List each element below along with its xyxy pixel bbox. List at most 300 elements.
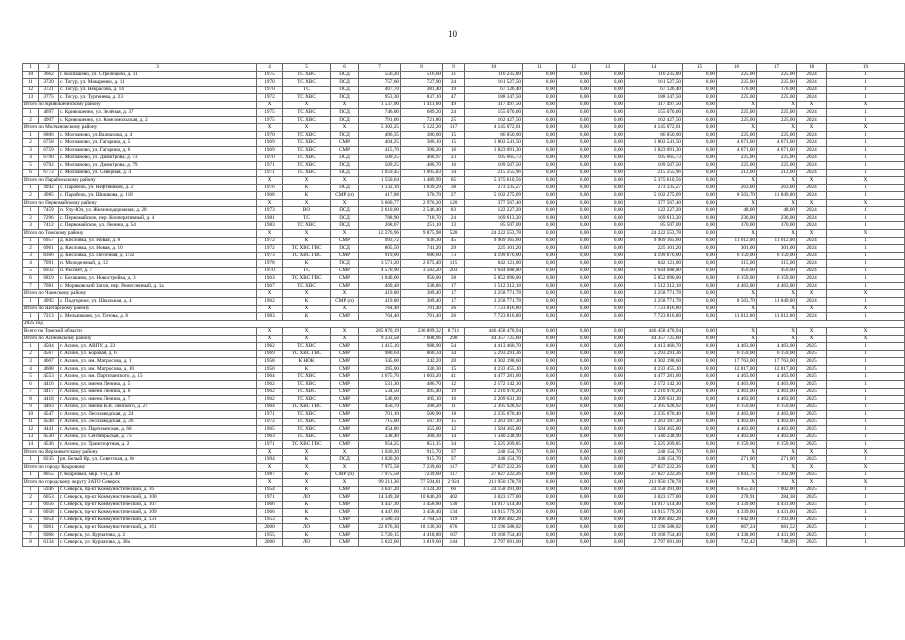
table-row: [23, 373, 905, 381]
address-cell: г. Северск, пр-кт Коммунистический, д. 131: [59, 516, 257, 524]
table-cell: X: [283, 448, 331, 456]
table-cell: 4 447,30: [359, 501, 401, 509]
table-cell: 2025: [797, 373, 827, 381]
table-cell: 4 463,00: [757, 373, 797, 381]
table-row: [23, 501, 905, 509]
table-cell: ТС ХВС: [283, 116, 331, 124]
table-cell: 4441: [39, 426, 59, 434]
table-cell: 1: [827, 380, 905, 388]
column-number-row: [23, 64, 905, 72]
table-cell: 1: [827, 494, 905, 502]
table-cell: 31: [443, 71, 465, 79]
table-cell: 4 413 460,70: [465, 343, 523, 351]
table-cell: 6: [23, 380, 39, 388]
table-cell: 4 463,00: [757, 418, 797, 426]
table-cell: 4907: [39, 116, 59, 124]
table-cell: 8 563,70: [717, 192, 757, 200]
table-cell: X: [283, 124, 331, 132]
table-cell: X: [797, 463, 827, 471]
table-cell: 225 101,20: [465, 245, 523, 253]
table-cell: 0,00: [523, 441, 557, 449]
table-cell: 0,00: [591, 124, 625, 132]
table-cell: 0,00: [591, 162, 625, 170]
table-cell: СМР: [331, 358, 359, 366]
table-cell: 0,00: [591, 260, 625, 268]
table-cell: 34: [443, 169, 465, 177]
table-cell: 1950: [257, 365, 283, 373]
table-cell: ТС ХВС: [283, 131, 331, 139]
table-cell: X: [717, 177, 757, 185]
table-cell: 203: [443, 267, 465, 275]
table-cell: 105 065,73: [465, 154, 523, 162]
table-cell: 2024: [797, 184, 827, 192]
table-cell: 0,00: [683, 335, 717, 343]
table-cell: ПСД: [331, 86, 359, 94]
table-cell: X: [797, 101, 827, 109]
column-number-cell: 9: [443, 64, 465, 72]
table-cell: 1 823 091,30: [625, 147, 683, 155]
table-cell: 24 158 391,00: [625, 486, 683, 494]
table-cell: 0,00: [591, 230, 625, 238]
table-cell: 5: [23, 267, 39, 275]
table-cell: 1: [827, 139, 905, 147]
table-cell: 3 647,20: [359, 486, 401, 494]
table-cell: 732,42: [717, 539, 757, 547]
table-cell: 9 969 165,60: [625, 237, 683, 245]
table-cell: 0,00: [557, 297, 591, 305]
table-cell: 0,00: [557, 230, 591, 238]
table-cell: 0,00: [523, 358, 557, 366]
table-cell: 1 132,16: [359, 184, 401, 192]
table-cell: СМР: [331, 252, 359, 260]
table-cell: СМР: [331, 524, 359, 532]
table-row: [23, 282, 905, 290]
table-cell: ТС: [283, 86, 331, 94]
table-cell: 0,00: [557, 358, 591, 366]
table-cell: 915,70: [401, 456, 443, 464]
table-cell: 370,00: [717, 222, 757, 230]
subtotal-row: [23, 230, 905, 238]
table-cell: 0,00: [523, 207, 557, 215]
table-cell: 0,00: [683, 282, 717, 290]
table-cell: 686,60: [401, 252, 443, 260]
table-cell: 1: [827, 275, 905, 283]
table-cell: 3 124,30: [401, 486, 443, 494]
table-cell: 2025: [797, 358, 827, 366]
table-cell: 7296: [39, 214, 59, 222]
table-cell: 37: [443, 456, 465, 464]
table-cell: 12: [23, 86, 39, 94]
table-cell: X: [331, 230, 359, 238]
table-cell: 0,00: [591, 169, 625, 177]
table-row: [23, 147, 905, 155]
table-cell: 5: [23, 162, 39, 170]
table-cell: 47: [443, 94, 465, 102]
subtotal-label: Итого по Шегарскому району: [23, 305, 257, 313]
table-cell: 2025: [797, 486, 827, 494]
table-cell: X: [797, 328, 827, 336]
address-cell: г. Северск, пр-кт Коммунистический, д. 16: [59, 486, 257, 494]
table-cell: 2024: [797, 169, 827, 177]
table-cell: 4 671,00: [717, 139, 757, 147]
table-cell: 0,00: [557, 433, 591, 441]
table-cell: 0,00: [591, 192, 625, 200]
table-cell: X: [331, 199, 359, 207]
table-cell: 1: [827, 297, 905, 305]
table-cell: 9: [23, 403, 39, 411]
table-cell: 4 199 076,00: [625, 252, 683, 260]
table-cell: 24 222 553,78: [625, 230, 683, 238]
table-cell: К: [283, 509, 331, 517]
table-cell: 0,00: [523, 343, 557, 351]
table-cell: СМР: [331, 380, 359, 388]
table-row: [23, 260, 905, 268]
address-cell: рп. Белый Яр, ул. Советская, д. 8г: [59, 456, 257, 464]
table-cell: 0,00: [683, 214, 717, 222]
table-cell: 273 335,27: [465, 184, 523, 192]
table-cell: 4 302 198,60: [625, 358, 683, 366]
table-cell: 7091: [39, 260, 59, 268]
table-cell: ТС ХВС: [283, 71, 331, 79]
subtotal-row: [23, 124, 905, 132]
table-cell: 122 227,20: [625, 207, 683, 215]
table-cell: 317 497,50: [625, 101, 683, 109]
table-cell: 0,00: [523, 131, 557, 139]
table-cell: 466,97: [401, 154, 443, 162]
table-cell: 2024: [797, 71, 827, 79]
table-row: [23, 192, 905, 200]
table-cell: 225,00: [717, 71, 757, 79]
table-cell: СМР: [331, 147, 359, 155]
table-cell: 8: [23, 539, 39, 547]
subtotal-label: Итого по Томскому району: [23, 230, 257, 238]
table-cell: 355,00: [401, 426, 443, 434]
table-cell: 0,00: [683, 509, 717, 517]
table-cell: 1: [23, 343, 39, 351]
table-cell: 0,00: [557, 365, 591, 373]
table-cell: 4 463,00: [717, 373, 757, 381]
table-cell: 6 159,00: [757, 275, 797, 283]
table-cell: 4 463,00: [757, 282, 797, 290]
table-cell: 7 975,58: [359, 471, 401, 479]
table-cell: 0,00: [591, 282, 625, 290]
table-cell: 5 852 090,00: [625, 275, 683, 283]
table-cell: 24: [443, 109, 465, 117]
table-cell: 27 827 222,26: [625, 463, 683, 471]
table-cell: 0,00: [557, 486, 591, 494]
table-cell: 0,00: [683, 290, 717, 298]
table-cell: 1: [827, 388, 905, 396]
table-cell: 188 347,50: [625, 94, 683, 102]
table-cell: ТС ХВС ГВС: [283, 441, 331, 449]
table-cell: 225,00: [757, 116, 797, 124]
address-cell: с. Кривошеино, ул. Комсомольская, д. 2: [59, 116, 257, 124]
table-cell: X: [827, 124, 905, 132]
table-cell: X: [797, 305, 827, 313]
table-cell: 3 258 771,78: [625, 290, 683, 298]
table-cell: 7239,60: [401, 471, 443, 479]
address-cell: г. Северск, ул. Курчатова, д. 38а: [59, 539, 257, 547]
table-cell: 2025: [797, 388, 827, 396]
table-cell: 667,24: [717, 524, 757, 532]
address-cell: г. Северск, пр-кт Коммунистический, д. 161: [59, 524, 257, 532]
table-cell: 6 159,00: [717, 350, 757, 358]
table-cell: 5 375 610,56: [465, 177, 523, 185]
table-cell: ПСД: [331, 79, 359, 87]
table-cell: 3 583,20: [401, 267, 443, 275]
table-cell: 676: [443, 524, 465, 532]
table-cell: 1970: [257, 154, 283, 162]
table-cell: 1: [827, 418, 905, 426]
table-cell: 1975: [257, 71, 283, 79]
table-cell: 211 950 178,78: [465, 479, 523, 487]
table-cell: 225,00: [717, 109, 757, 117]
table-cell: 2024: [797, 79, 827, 87]
table-cell: 0,00: [557, 282, 591, 290]
table-cell: X: [331, 479, 359, 487]
table-cell: 144: [443, 539, 465, 547]
table-cell: 0,00: [591, 184, 625, 192]
table-cell: К: [283, 192, 331, 200]
table-cell: СМР: [331, 275, 359, 283]
column-number-cell: 12: [557, 64, 591, 72]
address-cell: г. Колпашево, ул. Стрелецкой, д. 11: [59, 71, 257, 79]
table-cell: ПСД: [331, 222, 359, 230]
table-cell: 1965: [257, 426, 283, 434]
table-cell: X: [757, 463, 797, 471]
table-cell: СМР (п): [331, 471, 359, 479]
table-cell: СМР: [331, 365, 359, 373]
table-cell: 2024: [797, 260, 827, 268]
table-cell: 3 023 177,00: [625, 494, 683, 502]
table-cell: 85 507,00: [625, 222, 683, 230]
table-cell: 3721: [39, 86, 59, 94]
table-cell: 0,00: [683, 116, 717, 124]
table-cell: 0,00: [591, 358, 625, 366]
table-cell: 169 613,20: [465, 214, 523, 222]
table-cell: X: [717, 479, 757, 487]
table-cell: 4548: [39, 418, 59, 426]
table-cell: 225,00: [757, 79, 797, 87]
table-cell: 0,00: [591, 290, 625, 298]
table-cell: 301,00: [757, 245, 797, 253]
table-cell: X: [797, 479, 827, 487]
page-number: 10: [448, 29, 457, 39]
table-cell: 0,00: [591, 139, 625, 147]
table-cell: СМР: [331, 426, 359, 434]
table-cell: 99 211,36: [359, 479, 401, 487]
table-cell: 0,00: [683, 86, 717, 94]
table-cell: 225,00: [717, 131, 757, 139]
address-cell: с. Молчаново, ул. Северная, д. 4: [59, 169, 257, 177]
table-cell: 0,00: [557, 335, 591, 343]
address-cell: г. Асино, ул. имени В.В. Ленского, д. 27: [59, 403, 257, 411]
table-cell: X: [827, 448, 905, 456]
table-cell: СМР: [331, 237, 359, 245]
table-cell: 15: [443, 131, 465, 139]
table-cell: 85 507,00: [465, 222, 523, 230]
table-cell: 2 235 070,40: [625, 411, 683, 419]
table-row: [23, 139, 905, 147]
table-cell: 1: [827, 456, 905, 464]
table-cell: 11: [23, 79, 39, 87]
table-cell: 26: [443, 313, 465, 321]
table-cell: 701,40: [401, 313, 443, 321]
table-cell: 248 154,70: [625, 448, 683, 456]
table-cell: 248 154,70: [625, 456, 683, 464]
table-cell: 5 852 090,00: [465, 275, 523, 283]
table-cell: 14: [23, 441, 39, 449]
table-cell: 6: [23, 169, 39, 177]
table-cell: X: [331, 290, 359, 298]
table-cell: 446 458 470,94: [625, 328, 683, 336]
table-cell: 19: [443, 86, 465, 94]
table-cell: 0,00: [557, 116, 591, 124]
table-cell: 0,00: [523, 71, 557, 79]
table-cell: 0,00: [591, 313, 625, 321]
table-cell: 5 102 275,09: [625, 192, 683, 200]
table-cell: 18: [443, 411, 465, 419]
table-cell: 4 302 198,60: [465, 358, 523, 366]
table-cell: 0,00: [523, 380, 557, 388]
address-cell: п. Рассвет, д. 7: [59, 267, 257, 275]
table-cell: 14 917 514,40: [465, 501, 523, 509]
table-cell: 1: [827, 109, 905, 117]
table-cell: К: [283, 184, 331, 192]
table-cell: 2025: [797, 524, 827, 532]
table-cell: 689,20: [401, 109, 443, 117]
table-cell: 109 507,50: [465, 162, 523, 170]
table-cell: 0,00: [591, 380, 625, 388]
table-cell: 0,00: [683, 124, 717, 132]
register-table: [22, 63, 905, 547]
table-row: [23, 358, 905, 366]
table-cell: 1: [827, 267, 905, 275]
table-cell: 0,00: [557, 494, 591, 502]
table-cell: 4 671,00: [717, 147, 757, 155]
table-cell: 14 915 779,20: [465, 509, 523, 517]
table-cell: 22 076,30: [359, 524, 401, 532]
table-cell: 7: [23, 282, 39, 290]
table-cell: 6 159,00: [757, 350, 797, 358]
table-cell: 406,35: [359, 131, 401, 139]
table-cell: 0,00: [557, 199, 591, 207]
table-cell: 0,00: [683, 139, 717, 147]
table-cell: 1970: [257, 267, 283, 275]
year-label: 2025 год: [23, 320, 905, 328]
table-cell: 1: [827, 426, 905, 434]
table-cell: 24 158 391,00: [465, 486, 523, 494]
table-cell: 0,00: [591, 343, 625, 351]
table-cell: 0,00: [683, 297, 717, 305]
table-cell: 1: [827, 252, 905, 260]
table-cell: 1969: [257, 147, 283, 155]
table-cell: 251,10: [401, 222, 443, 230]
table-cell: 1978: [257, 260, 283, 268]
table-cell: 1: [827, 350, 905, 358]
table-cell: 0,00: [591, 350, 625, 358]
table-cell: 404,25: [359, 139, 401, 147]
table-cell: 23: [443, 154, 465, 162]
table-cell: 1994: [257, 456, 283, 464]
table-cell: 0,00: [557, 267, 591, 275]
table-cell: X: [331, 448, 359, 456]
table-cell: 0,00: [591, 426, 625, 434]
table-cell: 1 340 238,90: [625, 433, 683, 441]
table-cell: 17: [443, 290, 465, 298]
table-cell: 116 235,00: [465, 71, 523, 79]
table-cell: СМР: [331, 501, 359, 509]
table-cell: 2: [23, 494, 39, 502]
table-cell: 4 339,00: [717, 501, 757, 509]
table-cell: 1 550,04: [359, 177, 401, 185]
table-cell: 419,80: [359, 290, 401, 298]
column-number-cell: 16: [717, 64, 757, 72]
table-cell: X: [283, 335, 331, 343]
table-cell: 1: [827, 365, 905, 373]
table-cell: X: [257, 448, 283, 456]
table-cell: 3720: [39, 79, 59, 87]
table-cell: 851,15: [401, 441, 443, 449]
table-cell: 1: [827, 237, 905, 245]
table-cell: 0,00: [557, 139, 591, 147]
address-cell: с. Молчаново, ул. Гагарина, д. 5: [59, 139, 257, 147]
address-cell: г. Асино, ул. Партизанская, д. 68: [59, 426, 257, 434]
table-cell: 0,00: [523, 154, 557, 162]
table-cell: 7213: [39, 313, 59, 321]
address-cell: с. Мельниково, ул. Титова, д. 8: [59, 313, 257, 321]
table-cell: 7: [23, 531, 39, 539]
table-cell: 2025: [797, 396, 827, 404]
table-cell: 0,00: [683, 328, 717, 336]
table-cell: 0,00: [683, 79, 717, 87]
table-cell: 0,00: [523, 109, 557, 117]
table-cell: 6 159,00: [717, 441, 757, 449]
table-cell: 15: [443, 365, 465, 373]
table-cell: ПСД: [331, 116, 359, 124]
table-cell: 2 610,00: [359, 207, 401, 215]
table-cell: ПСД: [331, 184, 359, 192]
table-cell: 0,00: [591, 275, 625, 283]
column-number-cell: 8: [401, 64, 443, 72]
table-cell: 2 172 142,10: [625, 380, 683, 388]
table-cell: 6054: [39, 516, 59, 524]
table-cell: 377 567,40: [625, 199, 683, 207]
table-cell: 4 463,00: [717, 380, 757, 388]
table-cell: 2024: [797, 222, 827, 230]
table-cell: 278,91: [717, 494, 757, 502]
column-number-cell: 15: [683, 64, 717, 72]
table-cell: X: [331, 101, 359, 109]
table-cell: СМР: [331, 282, 359, 290]
table-cell: 4 477 281,60: [465, 373, 523, 381]
table-cell: ТС ХВС: [283, 79, 331, 87]
table-cell: 4 463,00: [757, 343, 797, 351]
address-cell: г. Асино, ул. им. Партизанского, д. 15: [59, 373, 257, 381]
table-cell: 2025: [797, 350, 827, 358]
table-cell: 1962: [257, 380, 283, 388]
table-cell: 4 418,80: [401, 531, 443, 539]
table-cell: 10 846,20: [401, 494, 443, 502]
table-cell: 3: [23, 358, 39, 366]
table-cell: X: [331, 463, 359, 471]
table-cell: ПСД: [331, 169, 359, 177]
table-cell: 38: [443, 275, 465, 283]
table-cell: 2025: [797, 539, 827, 547]
table-cell: 0,00: [591, 328, 625, 336]
subtotal-row: [23, 335, 905, 343]
table-cell: 2024: [797, 214, 827, 222]
